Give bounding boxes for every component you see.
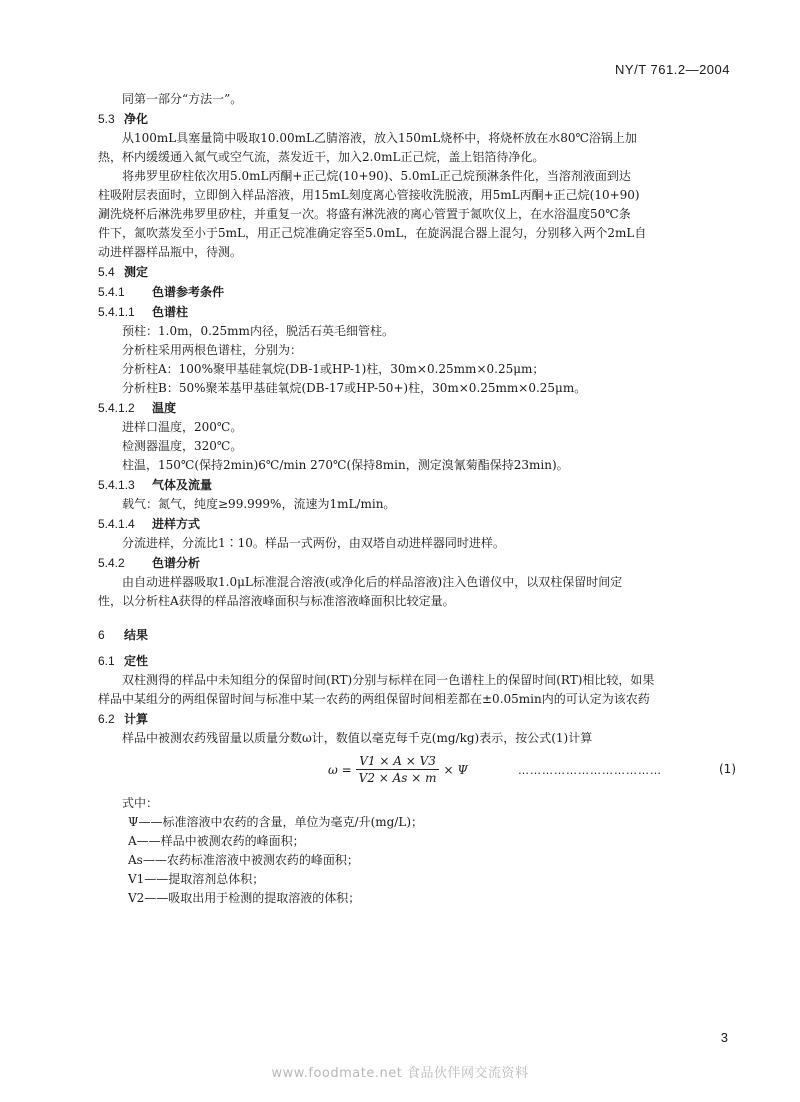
- section-number: 5.4: [98, 265, 115, 279]
- section-heading-6: [98, 625, 736, 645]
- formula-number: (1): [719, 762, 736, 776]
- section-heading-5-4: [98, 262, 736, 282]
- text-line: 件下，氮吹蒸发至小于5mL，用正己烷准确定容至5.0mL，在旋涡混合器上混匀，分别移入两个2mL自: [98, 226, 647, 240]
- section-title: 温度: [152, 401, 177, 415]
- section-heading-5-4-1: [98, 282, 736, 302]
- section-heading-5-4-1-1: [98, 302, 736, 322]
- text-line: 柱吸附层表面时，立即倒入样品溶液，用15mL刻度离心管接收洗脱液，用5mL丙酮+正己烷(10+90): [98, 188, 640, 202]
- section-number: 5.4.1: [98, 285, 125, 299]
- text-line: 载气：氮气，纯度≥99.999%，流速为1mL/min。: [122, 497, 396, 511]
- section-heading-5-4-2: [98, 553, 736, 573]
- variable-definition: A——样品中被测农药的峰面积；: [128, 834, 305, 848]
- text-line: 式中：: [122, 796, 159, 810]
- section-title: 进样方式: [152, 517, 201, 531]
- section-title: 气体及流量: [152, 478, 213, 492]
- text-line: 分析柱A：100%聚甲基硅氧烷(DB-1或HP-1)柱，30m×0.25mm×0.25μm；: [122, 362, 545, 376]
- section-title: 计算: [124, 712, 149, 726]
- page-number: 3: [720, 1030, 728, 1045]
- text-line: 检测器温度，320℃。: [122, 439, 243, 453]
- variable-definition: As——农药标准溶液中被测农药的峰面积；: [128, 853, 359, 867]
- text-line: 涮洗烧杯后淋洗弗罗里矽柱，并重复一次。将盛有淋洗液的离心管置于氮吹仪上，在水浴温度50℃条: [98, 207, 631, 221]
- section-heading-5-4-1-3: [98, 475, 736, 495]
- standard-code: NY/T 761.2—2004: [615, 62, 730, 77]
- section-number: 5.4.1.2: [98, 401, 135, 415]
- section-number: 6: [98, 628, 105, 642]
- text-line: 进样口温度，200℃。: [122, 420, 243, 434]
- text-line: 分析柱采用两根色谱柱，分别为：: [122, 343, 303, 357]
- section-title: 色谱参考条件: [152, 285, 225, 299]
- section-number: 5.4.1.1: [98, 305, 135, 319]
- text-line: 分流进样，分流比1∶10。样品一式两份，由双塔自动进样器同时进样。: [122, 536, 505, 550]
- section-title: 测定: [124, 265, 149, 279]
- section-number: 6.2: [98, 712, 115, 726]
- section-number: 5.4.1.4: [98, 517, 135, 531]
- text-line: 由自动进样器吸取1.0μL标准混合溶液(或净化后的样品溶液)注入色谱仪中，以双柱保留时间定: [122, 575, 623, 589]
- variable-definition: V2——吸取出用于检测的提取溶液的体积；: [128, 891, 361, 905]
- text-line: 分析柱B：50%聚苯基甲基硅氧烷(DB-17或HP-50+)柱，30m×0.25mm×0.25μm。: [122, 381, 587, 395]
- formula-tail: × Ψ: [443, 762, 468, 777]
- formula-leader-dots: ………………………………: [518, 764, 662, 777]
- text-line: 样品中某组分的两组保留时间与标准中某一农药的两组保留时间相差都在±0.05min内的可认定为该农药: [98, 692, 650, 706]
- section-heading-5-4-1-4: [98, 514, 736, 534]
- formula-denominator: V2 × As × m: [358, 771, 437, 785]
- section-number: 5.4.1.3: [98, 478, 135, 492]
- section-title: 净化: [124, 112, 149, 126]
- section-heading-6-2: [98, 709, 736, 729]
- text-line: 预柱：1.0m，0.25mm内径，脱活石英毛细管柱。: [122, 324, 394, 338]
- section-title: 定性: [124, 654, 149, 668]
- formula-1: [98, 752, 736, 788]
- section-title: 结果: [124, 628, 149, 642]
- variable-definition: Ψ——标准溶液中农药的含量，单位为毫克/升(mg/L)；: [128, 815, 424, 829]
- formula-expression: [328, 754, 468, 785]
- formula-lhs: ω =: [328, 762, 352, 777]
- section-title: 色谱分析: [152, 556, 201, 570]
- section-heading-5-3: [98, 109, 736, 129]
- text-line: 柱温，150℃(保持2min)6℃/min 270℃(保持8min，测定溴氰菊酯保持23min)。: [122, 458, 569, 472]
- footer-watermark: www.foodmate.net 食品伙伴网交流资料: [271, 1066, 529, 1081]
- section-number: 5.3: [98, 112, 115, 126]
- text-line: 同第一部分“方法一”。: [122, 92, 243, 106]
- section-heading-6-1: [98, 651, 736, 671]
- text-line: 性，以分析柱A获得的样品溶液峰面积与标准溶液峰面积比较定量。: [98, 594, 455, 608]
- formula-fraction: [356, 754, 440, 785]
- section-title: 色谱柱: [152, 305, 189, 319]
- text-line: 热，杯内缓缓通入氮气或空气流，蒸发近干，加入2.0mL正己烷，盖上铝箔待净化。: [98, 150, 545, 164]
- section-heading-5-4-1-2: [98, 398, 736, 418]
- text-line: 样品中被测农药残留量以质量分数ω计，数值以毫克每千克(mg/kg)表示，按公式(1)计算: [122, 731, 593, 745]
- text-line: 动进样器样品瓶中，待测。: [98, 245, 243, 259]
- variable-definition: V1——提取溶剂总体积；: [128, 872, 265, 886]
- formula-numerator: V1 × A × V3: [356, 754, 439, 770]
- page-content: [98, 90, 736, 908]
- text-line: 从100mL具塞量筒中吸取10.00mL乙腈溶液，放入150mL烧杯中，将烧杯放在水80℃浴锅上加: [122, 131, 637, 145]
- text-line: 双柱测得的样品中未知组分的保留时间(RT)分别与标样在同一色谱柱上的保留时间(RT)相比较，如果: [122, 673, 655, 687]
- section-number: 6.1: [98, 654, 115, 668]
- text-line: 将弗罗里矽柱依次用5.0mL丙酮+正己烷(10+90)、5.0mL正己烷预淋条件化，当溶剂液面到达: [122, 169, 631, 183]
- section-number: 5.4.2: [98, 556, 125, 570]
